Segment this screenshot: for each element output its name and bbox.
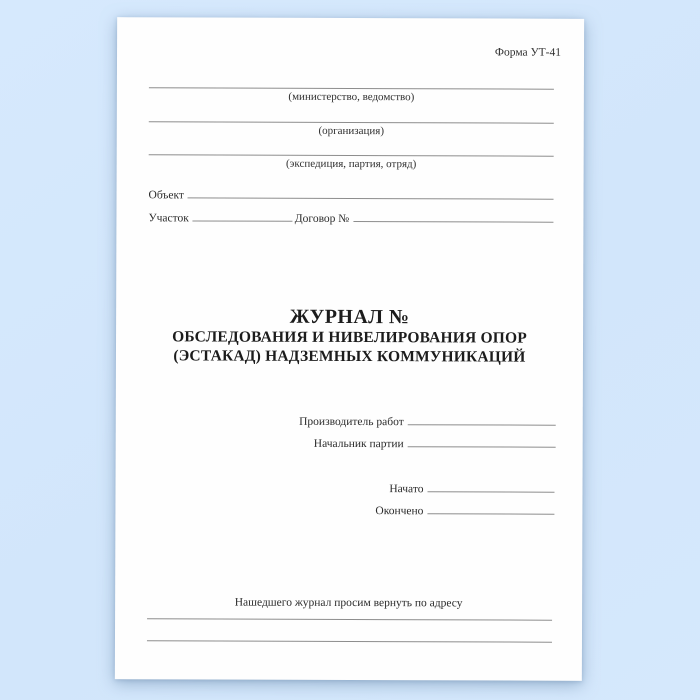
started-label: Начато	[389, 483, 424, 496]
finished-label: Окончено	[375, 505, 424, 518]
work-producer-blank-line	[408, 422, 556, 426]
site-blank-line	[193, 218, 293, 221]
ministry-caption: (министерство, ведомство)	[288, 90, 415, 104]
ministry-blank-line	[149, 87, 554, 89]
object-row	[149, 188, 554, 203]
finished-blank-line	[427, 511, 554, 514]
form-code: Форма УТ-41	[494, 46, 562, 59]
document-page	[115, 17, 584, 681]
organization-blank-line	[149, 121, 554, 123]
object-blank-line	[188, 195, 554, 199]
title-line-2: ОБСЛЕДОВАНИЯ И НИВЕЛИРОВАНИЯ ОПОР	[172, 328, 528, 347]
started-row	[147, 481, 554, 496]
expedition-blank-line	[149, 154, 554, 156]
object-label: Объект	[148, 189, 184, 202]
party-chief-row	[148, 436, 556, 451]
started-blank-line	[428, 489, 555, 492]
organization-caption: (организация)	[318, 124, 385, 138]
contract-blank-line	[353, 219, 553, 223]
work-producer-label: Производитель работ	[299, 415, 404, 429]
title-line-3: (ЭСТАКАД) НАДЗЕМНЫХ КОММУНИКАЦИЙ	[173, 346, 526, 366]
return-address-line-1	[147, 618, 552, 620]
finished-row	[147, 503, 554, 518]
title-line-1: ЖУРНАЛ №	[289, 305, 410, 329]
work-producer-row	[148, 414, 556, 429]
return-address-line-2	[147, 640, 552, 642]
site-label: Участок	[148, 212, 189, 225]
contract-label: Договор №	[294, 212, 350, 225]
return-note: Нашедшего журнал просим вернуть по адресу	[234, 596, 463, 610]
site-contract-row	[148, 211, 553, 226]
document-title	[116, 305, 583, 367]
party-chief-label: Начальник партии	[313, 437, 404, 451]
party-chief-blank-line	[408, 444, 556, 448]
expedition-caption: (экспедиция, партия, отряд)	[285, 157, 417, 171]
